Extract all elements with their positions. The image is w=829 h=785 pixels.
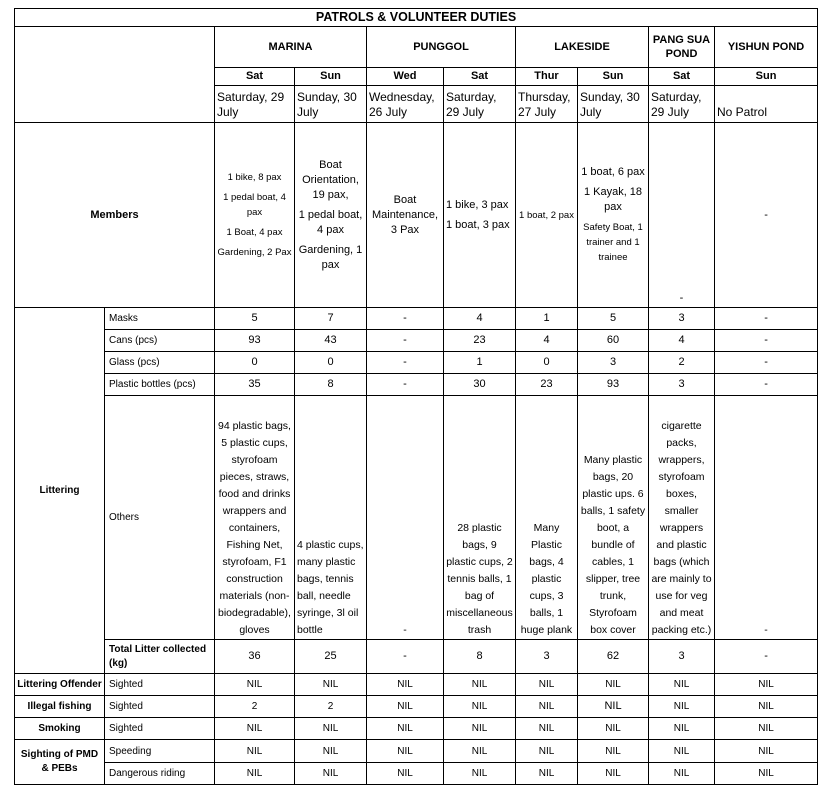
value-cell: - bbox=[715, 330, 818, 352]
value-cell: 93 bbox=[578, 374, 649, 396]
value-cell: 7 bbox=[295, 308, 367, 330]
others-label: Others bbox=[105, 396, 215, 640]
site-pang-sua: PANG SUA POND bbox=[649, 27, 715, 68]
value-cell: 2 bbox=[295, 696, 367, 718]
total-cell: 25 bbox=[295, 640, 367, 674]
date-cell: Saturday, 29 July bbox=[649, 86, 715, 123]
corner-blank bbox=[15, 27, 215, 123]
value-cell: NIL bbox=[649, 763, 715, 785]
row-label: Speeding bbox=[105, 740, 215, 763]
value-cell: NIL bbox=[444, 674, 516, 696]
date-cell: No Patrol bbox=[715, 86, 818, 123]
value-cell: NIL bbox=[295, 763, 367, 785]
members-cell: Boat Orientation, 19 pax, 1 pedal boat, 4 pax Gardening, 1 pax bbox=[295, 123, 367, 308]
value-cell: NIL bbox=[578, 674, 649, 696]
value-cell: 0 bbox=[295, 352, 367, 374]
value-cell: NIL bbox=[367, 696, 444, 718]
value-cell: 1 bbox=[516, 308, 578, 330]
members-cell: 1 boat, 2 pax bbox=[516, 123, 578, 308]
value-cell: NIL bbox=[578, 763, 649, 785]
row-label: Masks bbox=[105, 308, 215, 330]
category-label: Smoking bbox=[15, 718, 105, 740]
members-cell: Boat Maintenance, 3 Pax bbox=[367, 123, 444, 308]
value-cell: NIL bbox=[444, 718, 516, 740]
value-cell: 0 bbox=[516, 352, 578, 374]
site-lakeside: LAKESIDE bbox=[516, 27, 649, 68]
total-cell: - bbox=[715, 640, 818, 674]
value-cell: NIL bbox=[715, 696, 818, 718]
site-punggol: PUNGGOL bbox=[367, 27, 516, 68]
others-cell: 28 plastic bags, 9 plastic cups, 2 tennis balls, 1 bag of miscellaneous trash bbox=[444, 396, 516, 640]
value-cell: 5 bbox=[215, 308, 295, 330]
value-cell: 4 bbox=[516, 330, 578, 352]
value-cell: NIL bbox=[715, 763, 818, 785]
value-cell: 93 bbox=[215, 330, 295, 352]
day-cell: Sun bbox=[715, 68, 818, 86]
day-cell: Wed bbox=[367, 68, 444, 86]
others-cell: cigarette packs, wrappers, styrofoam boxes, smaller wrappers and plastic bags (which are mainly to use for veg and meat packing etc.) bbox=[649, 396, 715, 640]
row-label: Sighted bbox=[105, 718, 215, 740]
value-cell: NIL bbox=[578, 740, 649, 763]
value-cell: 1 bbox=[444, 352, 516, 374]
site-marina: MARINA bbox=[215, 27, 367, 68]
value-cell: 30 bbox=[444, 374, 516, 396]
value-cell: NIL bbox=[215, 718, 295, 740]
members-cell: - bbox=[715, 123, 818, 308]
row-label: Glass (pcs) bbox=[105, 352, 215, 374]
others-cell: Many Plastic bags, 4 plastic cups, 3 balls, 1 huge plank bbox=[516, 396, 578, 640]
others-cell: 4 plastic cups, many plastic bags, tennis ball, needle syringe, 3l oil bottle bbox=[295, 396, 367, 640]
value-cell: NIL bbox=[295, 674, 367, 696]
value-cell: NIL bbox=[367, 674, 444, 696]
value-cell: 23 bbox=[444, 330, 516, 352]
day-cell: Sat bbox=[444, 68, 516, 86]
date-cell: Sunday, 30 July bbox=[578, 86, 649, 123]
members-cell: - bbox=[649, 123, 715, 308]
members-cell: 1 bike, 8 pax 1 pedal boat, 4 pax 1 Boat, 4 pax Gardening, 2 Pax bbox=[215, 123, 295, 308]
value-cell: NIL bbox=[649, 674, 715, 696]
value-cell: 3 bbox=[649, 374, 715, 396]
others-cell: - bbox=[367, 396, 444, 640]
littering-label: Littering bbox=[15, 308, 105, 674]
value-cell: 5 bbox=[578, 308, 649, 330]
total-cell: - bbox=[367, 640, 444, 674]
date-cell: Saturday, 29 July bbox=[215, 86, 295, 123]
day-cell: Sat bbox=[649, 68, 715, 86]
total-cell: 62 bbox=[578, 640, 649, 674]
value-cell: - bbox=[715, 352, 818, 374]
date-cell: Thursday, 27 July bbox=[516, 86, 578, 123]
day-cell: Sun bbox=[578, 68, 649, 86]
value-cell: NIL bbox=[215, 763, 295, 785]
day-cell: Sat bbox=[215, 68, 295, 86]
value-cell: 23 bbox=[516, 374, 578, 396]
value-cell: NIL bbox=[516, 696, 578, 718]
value-cell: NIL bbox=[516, 718, 578, 740]
others-cell: - bbox=[715, 396, 818, 640]
total-cell: 8 bbox=[444, 640, 516, 674]
date-cell: Saturday, 29 July bbox=[444, 86, 516, 123]
others-cell: 94 plastic bags, 5 plastic cups, styrofoam pieces, straws, food and drinks wrappers and containers, Fishing Net, styrofoam, F1 construction materials (non-biodegradable), gloves bbox=[215, 396, 295, 640]
value-cell: - bbox=[367, 352, 444, 374]
page-title: PATROLS & VOLUNTEER DUTIES bbox=[15, 9, 818, 27]
category-label: Illegal fishing bbox=[15, 696, 105, 718]
value-cell: - bbox=[367, 308, 444, 330]
category-label: Littering Offender bbox=[15, 674, 105, 696]
members-label: Members bbox=[15, 123, 215, 308]
value-cell: NIL bbox=[715, 740, 818, 763]
total-cell: 36 bbox=[215, 640, 295, 674]
others-cell: Many plastic bags, 20 plastic ups. 6 balls, 1 safety boot, a bundle of cables, 1 slipper, tree trunk, Styrofoam box cover bbox=[578, 396, 649, 640]
row-label: Dangerous riding bbox=[105, 763, 215, 785]
value-cell: - bbox=[715, 308, 818, 330]
members-cell: 1 boat, 6 pax 1 Kayak, 18 pax Safety Boat, 1 trainer and 1 trainee bbox=[578, 123, 649, 308]
value-cell: NIL bbox=[578, 718, 649, 740]
value-cell: NIL bbox=[715, 718, 818, 740]
value-cell: NIL bbox=[649, 740, 715, 763]
value-cell: NIL bbox=[444, 763, 516, 785]
value-cell: NIL bbox=[578, 696, 649, 718]
value-cell: NIL bbox=[649, 696, 715, 718]
value-cell: NIL bbox=[295, 718, 367, 740]
value-cell: NIL bbox=[516, 740, 578, 763]
date-cell: Wednesday, 26 July bbox=[367, 86, 444, 123]
value-cell: 60 bbox=[578, 330, 649, 352]
value-cell: 4 bbox=[444, 308, 516, 330]
row-label: Sighted bbox=[105, 696, 215, 718]
value-cell: 8 bbox=[295, 374, 367, 396]
value-cell: 0 bbox=[215, 352, 295, 374]
value-cell: 2 bbox=[649, 352, 715, 374]
value-cell: 43 bbox=[295, 330, 367, 352]
value-cell: - bbox=[367, 374, 444, 396]
row-label: Sighted bbox=[105, 674, 215, 696]
row-label: Cans (pcs) bbox=[105, 330, 215, 352]
value-cell: - bbox=[715, 374, 818, 396]
row-label: Plastic bottles (pcs) bbox=[105, 374, 215, 396]
category-label: Sighting of PMD & PEBs bbox=[15, 740, 105, 785]
value-cell: - bbox=[367, 330, 444, 352]
value-cell: NIL bbox=[516, 763, 578, 785]
value-cell: NIL bbox=[295, 740, 367, 763]
site-yishun: YISHUN POND bbox=[715, 27, 818, 68]
value-cell: 35 bbox=[215, 374, 295, 396]
total-label: Total Litter collected (kg) bbox=[105, 640, 215, 674]
value-cell: NIL bbox=[444, 696, 516, 718]
value-cell: NIL bbox=[367, 740, 444, 763]
value-cell: NIL bbox=[516, 674, 578, 696]
value-cell: 3 bbox=[649, 308, 715, 330]
value-cell: NIL bbox=[715, 674, 818, 696]
value-cell: NIL bbox=[215, 740, 295, 763]
day-cell: Thur bbox=[516, 68, 578, 86]
day-cell: Sun bbox=[295, 68, 367, 86]
value-cell: 4 bbox=[649, 330, 715, 352]
value-cell: NIL bbox=[367, 718, 444, 740]
duties-table bbox=[14, 8, 818, 785]
value-cell: NIL bbox=[215, 674, 295, 696]
total-cell: 3 bbox=[649, 640, 715, 674]
value-cell: NIL bbox=[444, 740, 516, 763]
value-cell: NIL bbox=[649, 718, 715, 740]
members-cell: 1 bike, 3 pax 1 boat, 3 pax bbox=[444, 123, 516, 308]
value-cell: NIL bbox=[367, 763, 444, 785]
value-cell: 2 bbox=[215, 696, 295, 718]
total-cell: 3 bbox=[516, 640, 578, 674]
value-cell: 3 bbox=[578, 352, 649, 374]
date-cell: Sunday, 30 July bbox=[295, 86, 367, 123]
